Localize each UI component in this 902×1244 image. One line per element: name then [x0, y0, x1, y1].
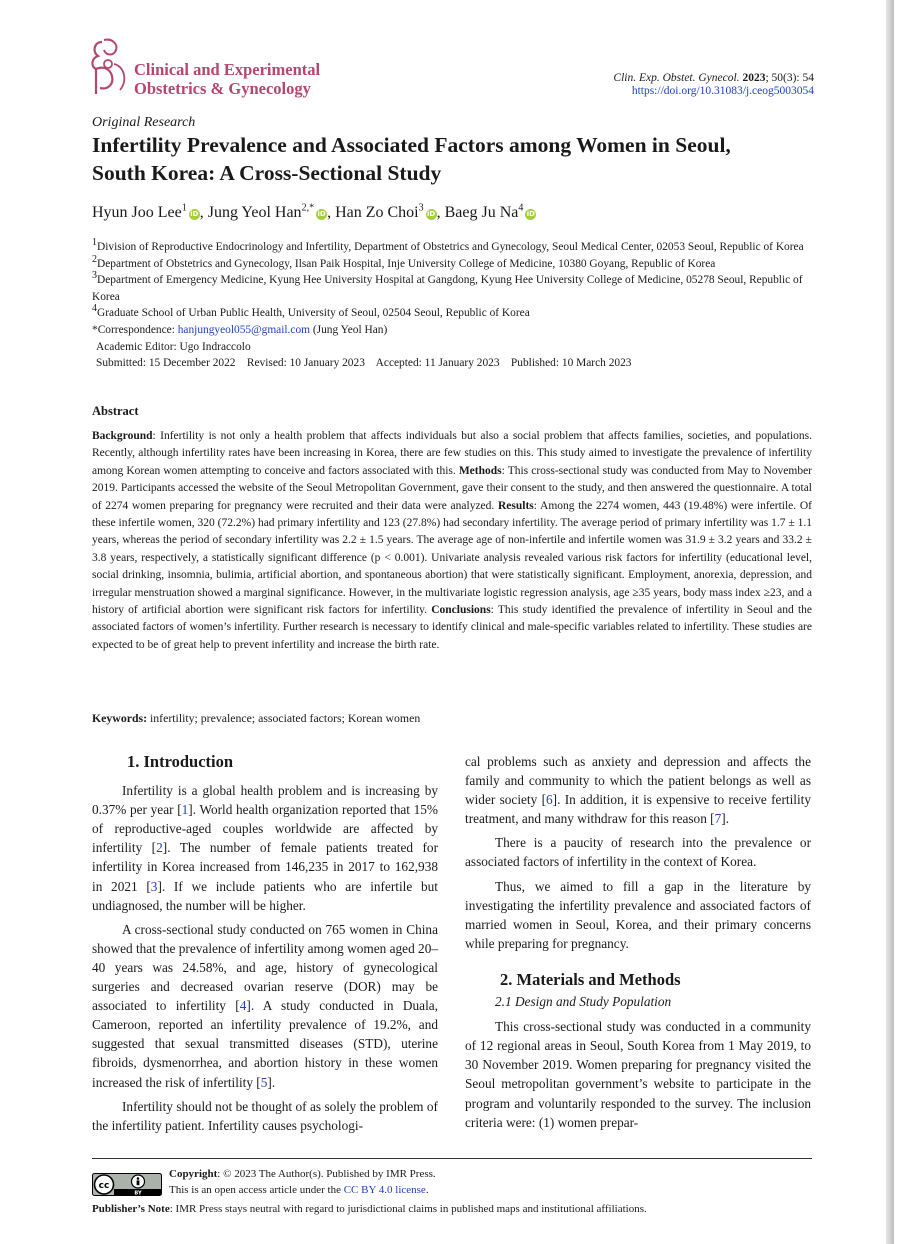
- text-run: ]. A study conducted in Duala, Cameroon, reported an infertility prevalence of 19.2%, and suggested that sexual transmitted diseases (STD), uterine fibroids, dysmenorrhea, and abortion history in these women increased the risk of infertility [: [92, 998, 439, 1090]
- text-run: Infertility is a global health problem and is increasing by 0.37% per year [: [92, 783, 438, 818]
- keywords-label: Keywords:: [92, 711, 148, 725]
- correspondence-label: *Correspondence:: [92, 323, 178, 336]
- text-run: ].: [267, 1074, 276, 1090]
- author-name: Baeg Ju Na: [444, 204, 519, 221]
- doi-link[interactable]: https://doi.org/10.31083/j.ceog5003054: [631, 85, 814, 97]
- by-label: BY: [134, 1190, 142, 1196]
- abstract-methods-text: : This cross-sectional study was conducted from May to November 2019. Participants accessed the website of the Seoul Metropolitan Government, gave their consent to the study, and then answered the questionnaire. A total of 2274 women preparing for pregnancy were recruited and their data were analyzed.: [92, 464, 813, 512]
- paragraph: [465, 752, 811, 828]
- abstract-heading: Abstract: [92, 404, 139, 418]
- copyright-block: [169, 1166, 436, 1198]
- affil-text: Department of Obstetrics and Gynecology, Ilsan Paik Hospital, Inje University College of Medicine, 10380 Goyang, Republic of Korea: [97, 257, 716, 270]
- journal-name-line2: Obstetrics & Gynecology: [134, 79, 311, 98]
- citation-block: [613, 72, 814, 98]
- abstract-methods-label: Methods: [458, 464, 502, 477]
- abstract-results-label: Results: [497, 499, 534, 512]
- text-run: A cross-sectional study conducted on 765 women in China showed that the prevalence of infertility among women aged 20–40 years was 24.58%, and age, history of gynecological surgeries and decreased ovarian reserve (DOR) may be associated to infertility [: [92, 921, 438, 1014]
- citation-year: 2023: [742, 72, 766, 84]
- page-edge-shadow: [886, 0, 894, 1244]
- citation-link[interactable]: 3: [150, 878, 158, 894]
- citation-link[interactable]: 5: [260, 1074, 268, 1090]
- correspondence-email-link[interactable]: hanjungyeol055@gmail.com: [177, 323, 311, 336]
- paragraph: Thus, we aimed to fill a gap in the literature by investigating the infertility prevalence and associated factors of married women in Seoul, Korea, and their primary concerns while preparing for pregnancy.: [465, 878, 811, 951]
- author-affil-sup: 3: [418, 202, 424, 214]
- text-run: ]. World health organization reported that 15% of reproductive-aged couples worldwide are affected by infertility [: [92, 802, 438, 856]
- copyright-label: Copyright: [169, 1168, 218, 1180]
- affil-sup: 3: [92, 270, 97, 282]
- author-name: Hyun Joo Lee: [92, 204, 182, 221]
- text-run: ]. The number of female patients treated for infertility in Korea increased from 146,235 in 2017 to 162,938 in 2021 [: [92, 840, 438, 894]
- academic-editor: Academic Editor: Ugo Indraccolo: [96, 340, 251, 353]
- body-column-left: [92, 752, 438, 1135]
- abstract-background-text: : Infertility is not only a health problem that affects individuals but also a social problem that affects families, societies, and populations. Recently, although infertility rates have been increasing in Korea, there are few studies on this. This study aimed to investigate the prevalence of infertility among Korean women attempting to conceive and factors associated with this.: [92, 430, 812, 477]
- section-heading-methods: 2. Materials and Methods: [500, 969, 681, 989]
- article-type: Original Research: [92, 115, 196, 130]
- journal-logo-icon: [88, 36, 130, 100]
- section-heading-introduction: 1. Introduction: [127, 752, 234, 771]
- paragraph: Infertility should not be thought of as solely the problem of the infertility patient. Infertility causes psychologi-: [92, 1098, 438, 1133]
- journal-name-line1: Clinical and Experimental: [134, 60, 321, 79]
- citation-link[interactable]: 1: [181, 802, 189, 818]
- correspondence-name: (Jung Yeol Han): [310, 323, 388, 336]
- citation-link[interactable]: 4: [239, 998, 247, 1014]
- citation-link[interactable]: 2: [156, 840, 163, 856]
- publisher-note-text: : IMR Press stays neutral with regard to jurisdictional claims in published maps and institutional affiliations.: [169, 1203, 647, 1215]
- affiliation-3: [92, 272, 817, 305]
- author-list: Hyun Joo Lee$^1$iD, Jung Yeol Han$^{2,*}$iD, Han Zo Choi$^3$iD, Baeg Ju Na$^4$iD: [92, 202, 535, 221]
- affil-sup: 1: [92, 237, 97, 249]
- cc-by-license-icon[interactable]: [92, 1173, 162, 1196]
- body-column-right: [465, 752, 811, 1132]
- license-end: .: [425, 1184, 429, 1196]
- title-line2: South Korea: A Cross-Sectional Study: [92, 161, 442, 185]
- keywords: [92, 711, 420, 726]
- citation-journal: Clin. Exp. Obstet. Gynecol.: [613, 72, 740, 84]
- affil-sup: 4: [92, 303, 97, 315]
- affil-text: Division of Reproductive Endocrinology and Infertility, Department of Obstetrics and Gynecology, Seoul Medical Center, 02053 Seoul, Republic of Korea: [97, 241, 804, 253]
- citation-link[interactable]: 7: [714, 811, 722, 827]
- license-link[interactable]: CC BY 4.0 license: [343, 1184, 426, 1196]
- text-run: ]. In addition, it is expensive to receive fertility treatment, and many withdraw for this reason [: [465, 792, 811, 827]
- citation-link[interactable]: 6: [546, 792, 553, 808]
- affiliations: [92, 239, 817, 372]
- orcid-icon[interactable]: iD: [317, 210, 326, 218]
- cc-label: cc: [98, 1181, 110, 1191]
- author-affil-sup: 2,*: [301, 202, 315, 214]
- publisher-note: [92, 1203, 647, 1215]
- article-title: [92, 131, 812, 187]
- orcid-icon[interactable]: iD: [427, 210, 436, 218]
- paragraph: There is a paucity of research into the prevalence or associated factors of infertility in the context of Korea.: [465, 835, 811, 870]
- affil-sup: 2: [92, 253, 97, 265]
- journal-name: [134, 60, 320, 98]
- keywords-text: infertility; prevalence; associated factors; Korean women: [147, 711, 421, 725]
- abstract-conclusions-label: Conclusions: [431, 604, 491, 617]
- author-name: Jung Yeol Han: [207, 204, 302, 221]
- paragraph: [92, 920, 438, 1092]
- title-line1: Infertility Prevalence and Associated Factors among Women in Seoul,: [92, 133, 731, 157]
- submission-dates: Submitted: 15 December 2022 Revised: 10 January 2023 Accepted: 11 January 2023 Published: 10 March 2023: [96, 357, 632, 370]
- affil-text: Graduate School of Urban Public Health, University of Seoul, 02504 Seoul, Republic of Korea: [97, 307, 530, 320]
- subsection-heading: 2.1 Design and Study Population: [495, 994, 672, 1010]
- abstract-conclusions-text: : This study identified the prevalence of infertility in Seoul and the associated factors of women’s infertility. Further research is necessary to identify clinical and male-specific variables related to infertility. These studies are expected to be of great help to prevent infertility and increase the birth rate.: [92, 604, 812, 651]
- copyright-text: : © 2023 The Author(s). Published by IMR Press.: [217, 1168, 436, 1180]
- text-run: ].: [721, 811, 730, 827]
- paragraph: This cross-sectional study was conducted in a community of 12 regional areas in Seoul, South Korea from 1 May 2019, to 30 November 2019. Women preparing for pregnancy visited the Seoul metropolitan government’s website to participate in the program and voluntarily responded to the survey. The inclusion criteria were: (1) women prepar-: [465, 1019, 811, 1130]
- author-affil-sup: 1: [181, 202, 187, 214]
- correspondence: [92, 322, 817, 339]
- affiliation-2: [92, 253, 817, 273]
- affil-text: Department of Emergency Medicine, Kyung Hee University Hospital at Gangdong, Kyung Hee University College of Medicine, 05278 Seoul, Republic of Korea: [92, 274, 803, 303]
- affiliation-1: [92, 239, 817, 256]
- abstract-background-label: Background: [92, 430, 153, 442]
- text-run: cal problems such as anxiety and depression and affects the family and community to which the patient belongs as well as wider society [: [465, 754, 811, 808]
- text-run: ]. If we include patients who are infertile but undiagnosed, the number will be higher.: [92, 878, 438, 913]
- affiliation-4: [92, 305, 817, 322]
- author-affil-sup: 4: [518, 202, 524, 214]
- orcid-icon[interactable]: iD: [526, 210, 535, 218]
- publisher-note-label: Publisher’s Note: [92, 1203, 170, 1215]
- license-text: This is an open access article under the: [169, 1184, 344, 1196]
- footer-divider: [92, 1158, 812, 1159]
- citation-volume: ; 50(3): 54: [765, 72, 814, 84]
- paragraph: [92, 781, 438, 915]
- abstract-body: [92, 428, 812, 654]
- orcid-icon[interactable]: iD: [190, 210, 199, 218]
- author-name: Han Zo Choi: [335, 204, 419, 221]
- abstract-results-text: : Among the 2274 women, 443 (19.48%) were infertile. Of these infertile women, 320 (72.2%) had primary infertility and 123 (27.8%) had secondary infertility. The average period of primary infertility was 1.7 ± 1.1 years, whereas the period of secondary infertility was 2.2 ± 1.5 years. The average age of non-infertile and infertile women was 31.9 ± 3.2 years and 33.2 ± 3.8 years, respectively, a statistically significant difference (p < 0.001). Univariate analysis revealed various risk factors for infertility (educational level, social drinking, insomnia, bulimia, artificial abortion, and spontaneous abortion) that were statistically significant. Employment, anorexia, depression, and irregular menstruation showed a marginal significance. However, in the multivariate logistic regression analysis, age ≥35 years, body mass index ≥23, and a history of artificial abortion were significant risk factors for infertility.: [92, 499, 812, 617]
